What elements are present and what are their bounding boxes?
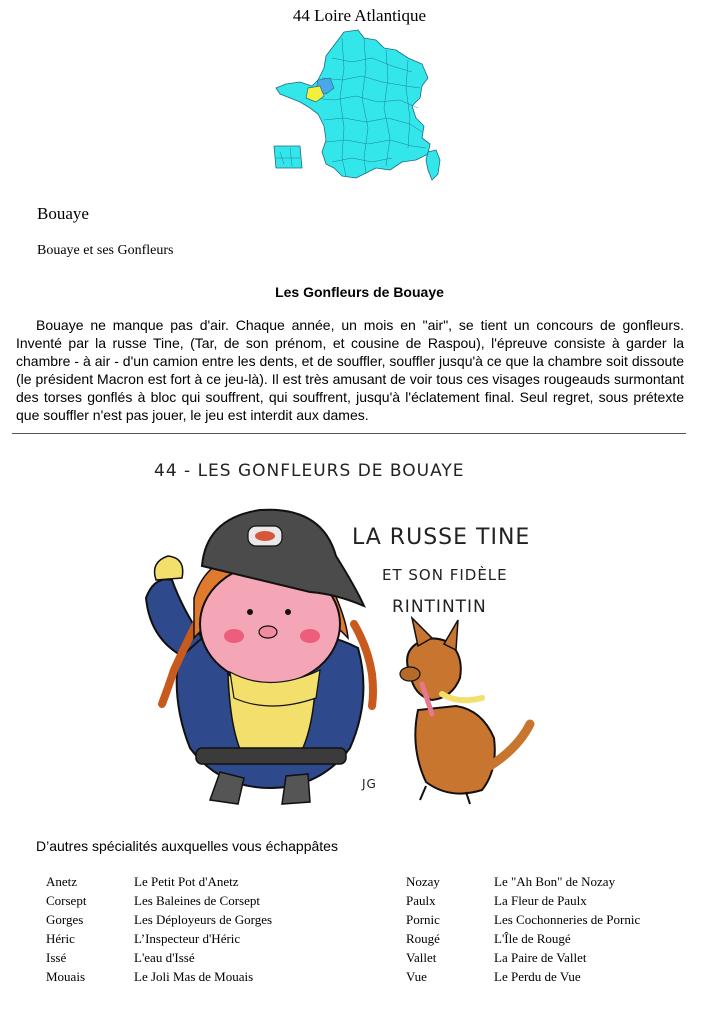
specialty-town: Vallet — [406, 950, 437, 965]
specialty-name: Le Perdu de Vue — [494, 969, 581, 984]
cartoon-caption-line1: LA RUSSE TINE — [352, 525, 531, 550]
cartoon-illustration — [110, 448, 560, 826]
specialty-name: L'eau d'Issé — [134, 950, 195, 965]
list-item — [46, 950, 272, 969]
list-item — [406, 969, 640, 988]
specialty-town: Héric — [46, 931, 75, 946]
list-item — [46, 969, 272, 988]
specialty-town: Vue — [406, 969, 427, 984]
town-subtitle: Bouaye et ses Gonfleurs — [37, 243, 174, 258]
specialty-name: Les Déployeurs de Gorges — [134, 912, 273, 927]
list-item — [406, 893, 640, 912]
list-item — [406, 950, 640, 969]
specialty-name: Le "Ah Bon" de Nozay — [494, 874, 616, 889]
cartoon-caption-line2: ET SON FIDÈLE — [382, 566, 508, 584]
tine-hand-shape — [155, 556, 183, 580]
specialty-name: La Fleur de Paulx — [494, 893, 587, 908]
specialty-name: L'Île de Rougé — [494, 931, 571, 946]
france-departments-map — [272, 28, 444, 184]
specialties-heading: D’autres spécialités auxquelles vous échappâtes — [36, 838, 338, 854]
page-title: 44 Loire Atlantique — [292, 6, 427, 25]
dog-tail-shape — [490, 724, 530, 766]
specialty-town: Corsept — [46, 893, 87, 908]
specialty-name: La Paire de Vallet — [494, 950, 587, 965]
specialty-town: Gorges — [46, 912, 84, 927]
tine-character — [146, 510, 373, 804]
list-item — [46, 931, 272, 950]
artist-signature: JG — [362, 777, 377, 791]
specialty-town: Pornic — [406, 912, 440, 927]
specialty-town: Anetz — [46, 874, 78, 889]
dog-body-shape — [415, 706, 494, 794]
overseas-inset-shape — [274, 146, 302, 168]
specialties-table-left — [46, 874, 272, 988]
list-item — [46, 874, 272, 893]
specialty-town: Mouais — [46, 969, 85, 984]
cartoon-caption-line3: RINTINTIN — [392, 597, 487, 617]
section-divider — [12, 433, 686, 434]
specialty-town: Issé — [46, 950, 67, 965]
tine-belt-shape — [196, 748, 346, 764]
specialty-town: Nozay — [406, 874, 440, 889]
town-name: Bouaye — [37, 204, 89, 223]
specialties-table-right — [406, 874, 640, 988]
specialty-name: Le Joli Mas de Mouais — [134, 969, 254, 984]
cartoon-caption-top: 44 - LES GONFLEURS DE BOUAYE — [154, 461, 465, 481]
specialty-town: Rougé — [406, 931, 440, 946]
specialty-town: Paulx — [406, 893, 436, 908]
article-title: Les Gonfleurs de Bouaye — [275, 284, 444, 300]
specialty-name: L’Inspecteur d'Héric — [134, 931, 241, 946]
list-item — [46, 912, 272, 931]
rintintin-dog — [400, 618, 530, 804]
list-item — [406, 931, 640, 950]
list-item — [406, 912, 640, 931]
list-item — [406, 874, 640, 893]
specialty-name: Les Cochonneries de Pornic — [494, 912, 641, 927]
corsica-shape — [426, 150, 440, 180]
specialty-name: Le Petit Pot d'Anetz — [134, 874, 239, 889]
article-body: Bouaye ne manque pas d'air. Chaque année, un mois en "air", se tient un concours de gonfleurs. Inventé par la russe Tine, (Tar, de son prénom, et cousine de Raspou), l'épreuve consiste à garder la chambre - à air - d'un camion entre les dents, et de souffler, souffler jusqu'à ce que la chambre soit dissoute (le président Macron est fort à ce jeu-là). Il est très amusant de voir tous ces visages rougeauds surmontant des torses gonflés à bloc qui souffrent, qui souffrent, jusqu'à l'éclatement final. Seul regret, sous prétexte que souffler n'est pas jouer, le jeu est interdit aux dames. — [16, 317, 684, 423]
list-item — [46, 893, 272, 912]
specialty-name: Les Baleines de Corsept — [134, 893, 260, 908]
